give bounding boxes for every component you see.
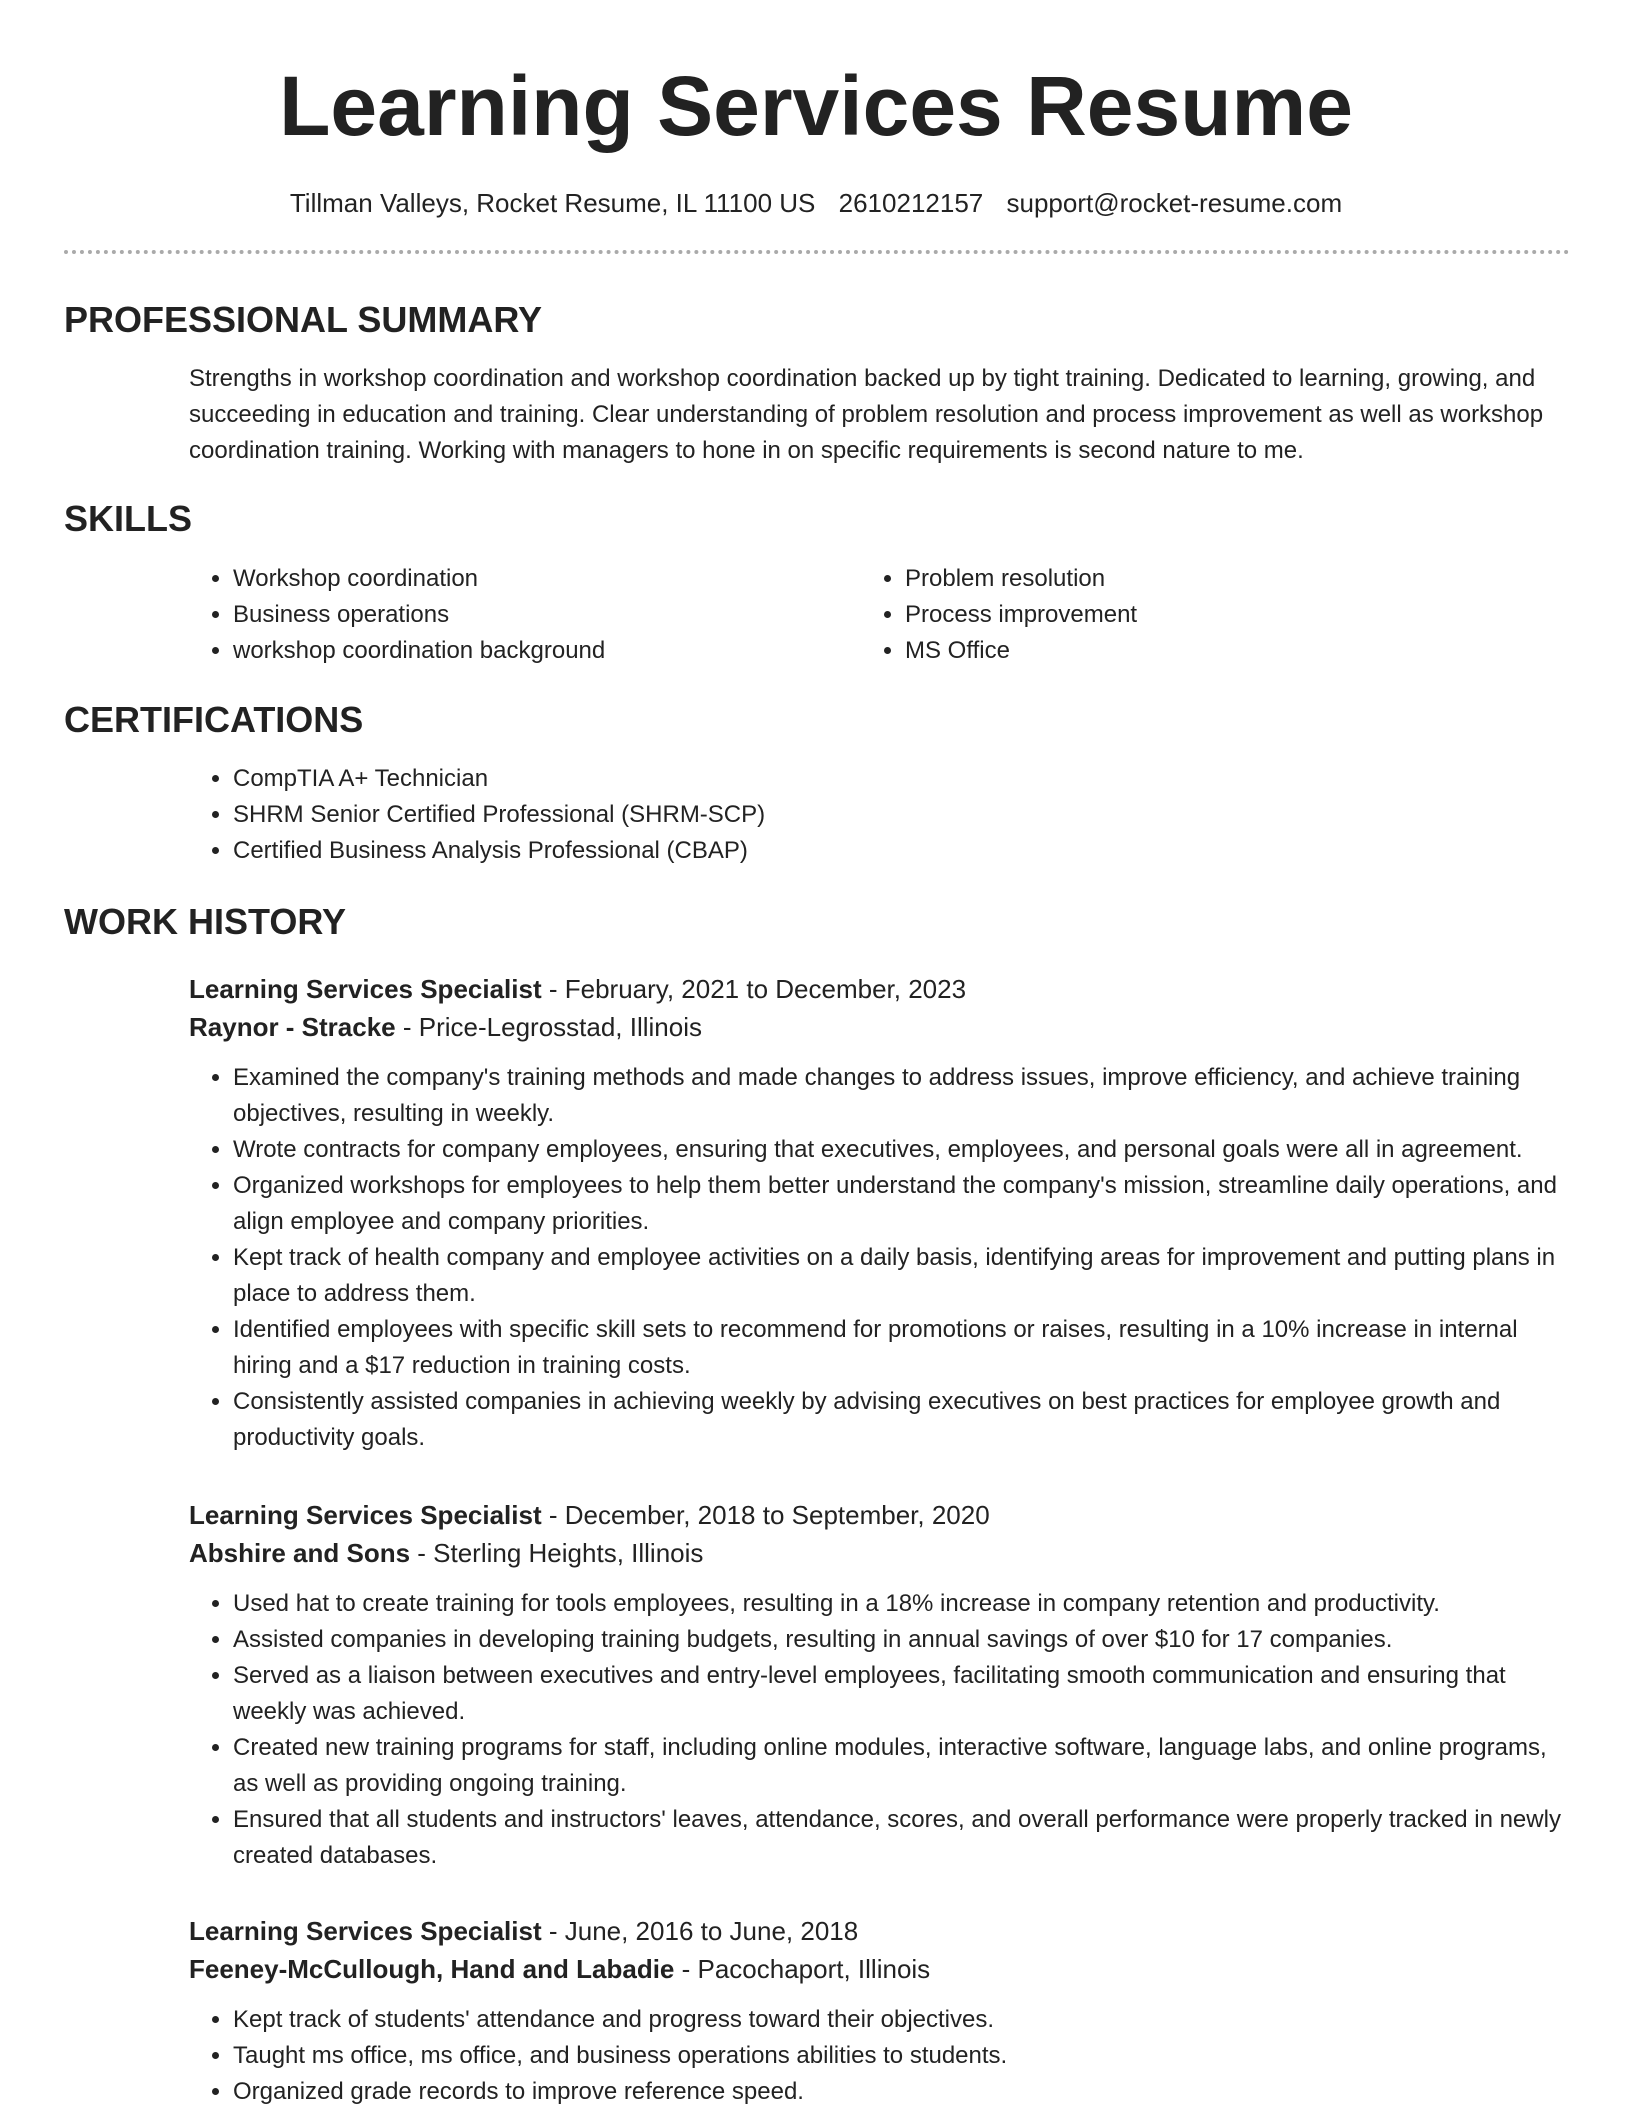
job-duty: • Ensured that all students and instructors' leaves, attendance, scores, and overall performance were properly tracked in newly created databases. [233, 1802, 1569, 1874]
job-duty: • Consistently assisted companies in achieving weekly by advising executives on best practices for employee growth and productivity goals. [233, 1384, 1569, 1456]
job-duty: • Wrote contracts for company employees, ensuring that executives, employees, and personal goals were all in agreement. [233, 1132, 1569, 1168]
job-entry [189, 1912, 1569, 2110]
skill-item: • Process improvement [905, 597, 1481, 633]
contact-line [0, 186, 1632, 220]
job-duties-list [189, 1060, 1569, 1456]
job-company-line [189, 1534, 1569, 1572]
job-entry [189, 970, 1569, 1456]
skills-heading: SKILLS [64, 498, 193, 539]
skill-item: • Business operations [233, 597, 809, 633]
certifications-list [189, 761, 1569, 869]
job-duty: • Examined the company's training methods and made changes to address issues, improve efficiency, and achieve training objectives, resulting in weekly. [233, 1060, 1569, 1132]
job-title-line [189, 1912, 1569, 1950]
job-duties-list [189, 1586, 1569, 1874]
skill-item: • Workshop coordination [233, 561, 809, 597]
job-duty: • Organized grade records to improve reference speed. [233, 2074, 1569, 2110]
job-duty: • Assisted companies in developing training budgets, resulting in annual savings of over $10 for 17 companies. [233, 1622, 1569, 1658]
skills-column-right [861, 561, 1481, 669]
job-duty: • Taught ms office, ms office, and business operations abilities to students. [233, 2038, 1569, 2074]
header-divider [64, 250, 1570, 254]
job-duty: • Kept track of health company and employee activities on a daily basis, identifying areas for improvement and putting plans in place to address them. [233, 1240, 1569, 1312]
job-entry [189, 1496, 1569, 1874]
job-role: Learning Services Specialist [189, 1500, 542, 1530]
job-duty: • Served as a liaison between executives and entry-level employees, facilitating smooth communication and ensuring that weekly was achieved. [233, 1658, 1569, 1730]
certifications-block [189, 761, 1569, 869]
job-company-line [189, 1950, 1569, 1988]
job-location: - Sterling Heights, Illinois [410, 1538, 704, 1568]
job-duties-list [189, 2002, 1569, 2110]
skill-item: • MS Office [905, 633, 1481, 669]
skills-column-left [189, 561, 809, 669]
job-duty: • Organized workshops for employees to help them better understand the company's mission, streamline daily operations, and align employee and company priorities. [233, 1168, 1569, 1240]
job-dates: - December, 2018 to September, 2020 [541, 1500, 990, 1530]
job-dates: - February, 2021 to December, 2023 [541, 974, 967, 1004]
job-company: Abshire and Sons [189, 1538, 411, 1568]
job-duty: • Kept track of students' attendance and progress toward their objectives. [233, 2002, 1569, 2038]
contact-phone: 2610212157 [838, 188, 984, 218]
contact-address: Tillman Valleys, Rocket Resume, IL 11100 US [289, 188, 816, 218]
certifications-heading: CERTIFICATIONS [64, 699, 364, 740]
skill-item: • Problem resolution [905, 561, 1481, 597]
work-history-heading: WORK HISTORY [64, 901, 347, 942]
summary-text: Strengths in workshop coordination and workshop coordination backed up by tight training. Dedicated to learning, growing, and succeeding in education and training. Clear understanding of problem resolution and process improvement as well as workshop coordination training. Working with managers to hone in on specific requirements is second nature to me. [189, 365, 1544, 464]
skills-list-left [189, 561, 809, 669]
job-title-line [189, 1496, 1569, 1534]
contact-email: support@rocket-resume.com [1006, 188, 1343, 218]
skill-item: • workshop coordination background [233, 633, 809, 669]
certification-item: • SHRM Senior Certified Professional (SHRM-SCP) [233, 797, 1569, 833]
job-company: Raynor - Stracke [189, 1012, 396, 1042]
job-title-line [189, 970, 1569, 1008]
job-company: Feeney-McCullough, Hand and Labadie [189, 1954, 675, 1984]
resume-header [0, 0, 1632, 220]
job-role: Learning Services Specialist [189, 974, 542, 1004]
job-role: Learning Services Specialist [189, 1916, 542, 1946]
job-company-line [189, 1008, 1569, 1046]
summary-heading: PROFESSIONAL SUMMARY [64, 299, 543, 340]
job-duty: • Identified employees with specific skill sets to recommend for promotions or raises, resulting in a 10% increase in internal hiring and a $17 reduction in training costs. [233, 1312, 1569, 1384]
resume-title: Learning Services Resume [279, 59, 1353, 153]
job-duty: • Used hat to create training for tools employees, resulting in a 18% increase in company retention and productivity. [233, 1586, 1569, 1622]
certification-item: • CompTIA A+ Technician [233, 761, 1569, 797]
certification-item: • Certified Business Analysis Professional (CBAP) [233, 833, 1569, 869]
job-duty: • Created new training programs for staff, including online modules, interactive software, language labs, and online programs, as well as providing ongoing training. [233, 1730, 1569, 1802]
skills-list-right [861, 561, 1481, 669]
job-dates: - June, 2016 to June, 2018 [541, 1916, 859, 1946]
job-location: - Price-Legrosstad, Illinois [395, 1012, 702, 1042]
job-location: - Pacochaport, Illinois [674, 1954, 931, 1984]
